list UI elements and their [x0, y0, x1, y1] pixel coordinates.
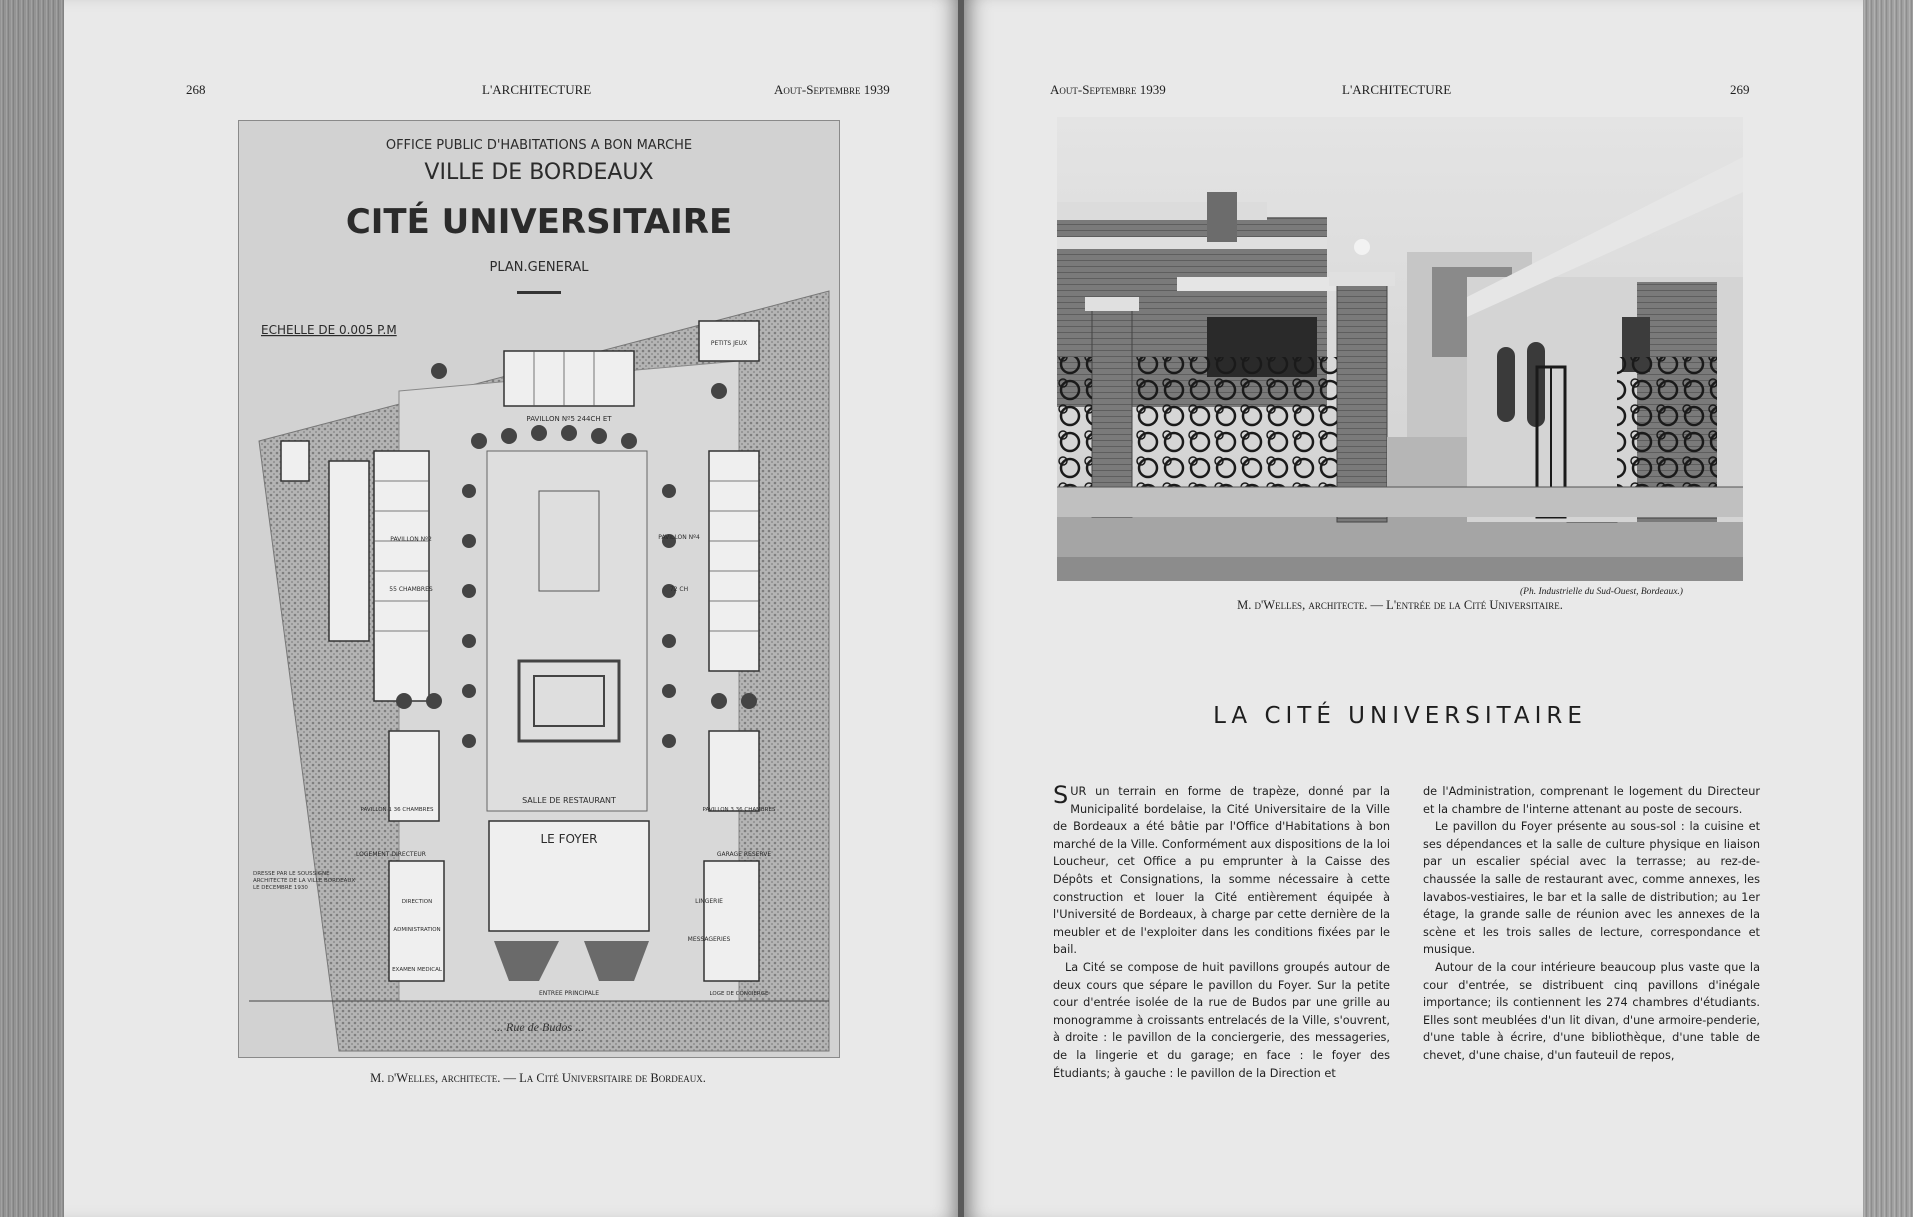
running-date-right: Aout-Septembre 1939 — [1050, 82, 1166, 97]
plan-architect-signature: DRESSE PAR LE SOUSSIGNE ARCHITECTE DE LA VILLE BORDEAUX LE DECEMBRE 1930 — [253, 871, 356, 891]
plan-label-logement: LOGEMENT DIRECTEUR — [356, 851, 426, 858]
plan-label-examen: EXAMEN MEDICAL — [392, 967, 442, 973]
paragraph — [1053, 783, 1390, 959]
plan-subtitle: PLAN.GENERAL — [489, 260, 589, 275]
plan-label-messageries: MESSAGERIES — [687, 936, 731, 943]
plan-label-direction: DIRECTION — [401, 899, 433, 905]
site-plan-svg — [239, 121, 839, 1057]
text-column-1 — [1053, 783, 1390, 1082]
article-title: LA CITÉ UNIVERSITAIRE — [1213, 703, 1587, 729]
plan-label-pavillon-2: PAVILLON Nº2 — [390, 536, 432, 543]
plan-label-pavillon-5: PAVILLON Nº5 244CH ET — [526, 415, 612, 423]
plan-label-restaurant: SALLE DE RESTAURANT — [522, 796, 616, 805]
running-title-right: L'ARCHITECTURE — [1342, 82, 1452, 97]
plan-label-pavillon-4: PAVILLON Nº4 — [658, 534, 700, 541]
entrance-photo-svg — [1057, 117, 1743, 581]
book-page-edges-left — [0, 0, 64, 1217]
running-date-left: Aout-Septembre 1939 — [774, 82, 890, 97]
plan-street-name: ... Rue de Budos ... — [494, 1020, 584, 1034]
plan-label-chambres-right: 72 CH — [669, 586, 689, 593]
plan-label-entree: ENTREE PRINCIPALE — [538, 990, 600, 997]
running-title-left: L'ARCHITECTURE — [482, 82, 592, 97]
photo-caption: M. d'Welles, architecte. — L'entrée de la Cité Universitaire. — [1237, 598, 1563, 612]
text-column-2 — [1423, 783, 1760, 1065]
photo-credit: (Ph. Industrielle du Sud-Ouest, Bordeaux.) — [1520, 587, 1683, 597]
plan-label-garage: GARAGE RESERVE — [716, 851, 772, 858]
plan-office-title: OFFICE PUBLIC D'HABITATIONS A BON MARCHE — [385, 138, 693, 153]
paragraph: de l'Administration, comprenant le logement du Directeur et la chambre de l'interne attenant au poste de secours. — [1423, 785, 1760, 816]
paragraph: Le pavillon du Foyer présente au sous-sol : la cuisine et ses dépendances et la salle de culture physique en liaison par un escalier spécial avec la terrasse; au rez-de-chaussée la salle de restaurant avec, comme annexes, les lavabos-vestiaires, le bar et la salle de distribution; au 1er étage, la grande salle de réunion avec les annexes de la scène et les trois salles de lecture, correspondance et musique. — [1423, 820, 1760, 957]
paragraph-text: UR un terrain en forme de trapèze, donné par la Municipalité bordelaise, la Cité Universitaire de la Ville de Bordeaux a été bâtie par l'Office d'Habitations à bon marché de la Ville. Conformément aux dispositions de la loi Loucheur, cet Office a pu emprunter à la Caisse des Dépôts et Consignations, la somme nécessaire à cette construction et louer la Cité entièrement équipée à l'Université de Bordeaux, à charge par cette dernière de la meubler et de l'exploiter dans les conditions fixées par le bail. — [1053, 785, 1390, 957]
plan-label-loge: LOGE DE CONCIERGE — [709, 991, 769, 997]
entrance-photograph — [1057, 117, 1743, 581]
plan-label-pavillon-1: PAVILLON 1 36 CHAMBRES — [360, 807, 434, 813]
book-page-edges-right — [1863, 0, 1913, 1217]
plan-label-lingerie: LINGERIE — [695, 898, 723, 905]
plan-label-foyer: LE FOYER — [540, 832, 598, 846]
page-number-left: 268 — [186, 82, 206, 97]
site-plan-drawing — [238, 120, 840, 1058]
plan-label-pavillon-3: PAVILLON 3 36 CHAMBRES — [702, 807, 776, 813]
plan-label-chambres-left: 55 CHAMBRES — [389, 586, 433, 593]
plan-city-title: VILLE DE BORDEAUX — [424, 160, 654, 185]
paragraph: Autour de la cour intérieure beaucoup plus vaste que la cour d'entrée, se distribuent cinq pavillons d'inégale importance; ils contiennent les 274 chambres d'étudiants. Elles sont meublées d'un lit divan, d'une armoire-penderie, d'une table à écrire, d'une bibliothèque, d'une table de chevet, d'une chaise, d'un fauteuil de repos, — [1423, 960, 1760, 1062]
paragraph: La Cité se compose de huit pavillons groupés autour de deux cours que sépare le pavillon du Foyer. Sur la petite cour d'entrée isolée de la rue de Budos par une grille au monogramme à croissants entrelacés de la Ville, s'ouvrent, à droite : le pavillon de la conciergerie, des messageries, de la lingerie et du garage; en face : le foyer des Étudiants; à gauche : le pavillon de la Direction et — [1053, 960, 1390, 1080]
page-number-right: 269 — [1730, 82, 1750, 97]
plan-scale: ECHELLE DE 0.005 P.M — [261, 323, 397, 337]
plan-caption: M. d'Welles, architecte. — La Cité Universitaire de Bordeaux. — [370, 1071, 706, 1085]
plan-label-administration: ADMINISTRATION — [393, 927, 441, 933]
plan-label-petits-jeux: PETITS JEUX — [710, 340, 748, 347]
drop-cap: S — [1053, 781, 1069, 809]
plan-main-title: CITÉ UNIVERSITAIRE — [345, 202, 733, 242]
